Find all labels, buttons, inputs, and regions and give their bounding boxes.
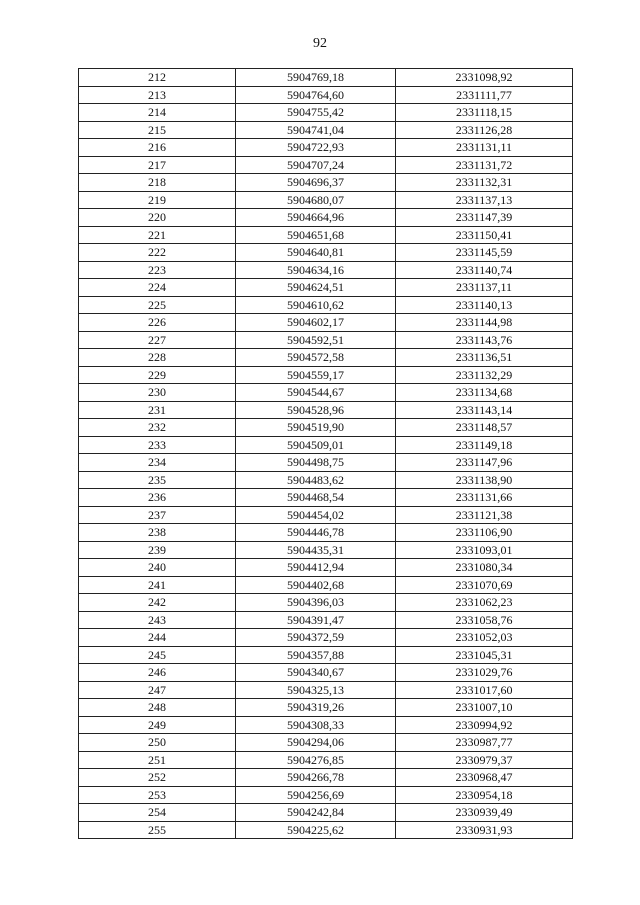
- x-coordinate-cell: 5904483,62: [236, 471, 396, 489]
- x-coordinate-cell: 5904755,42: [236, 104, 396, 122]
- x-coordinate-cell: 5904372,59: [236, 629, 396, 647]
- x-coordinate-cell: 5904435,31: [236, 541, 396, 559]
- point-number-cell: 248: [79, 699, 236, 717]
- y-coordinate-cell: 2331137,13: [396, 191, 573, 209]
- x-coordinate-cell: 5904357,88: [236, 646, 396, 664]
- x-coordinate-cell: 5904396,03: [236, 594, 396, 612]
- x-coordinate-cell: 5904242,84: [236, 804, 396, 822]
- point-number-cell: 245: [79, 646, 236, 664]
- y-coordinate-cell: 2331106,90: [396, 524, 573, 542]
- x-coordinate-cell: 5904325,13: [236, 681, 396, 699]
- point-number-cell: 222: [79, 244, 236, 262]
- table-row: [79, 594, 573, 612]
- point-number-cell: 238: [79, 524, 236, 542]
- page-number: 92: [313, 36, 327, 51]
- y-coordinate-cell: 2331131,72: [396, 156, 573, 174]
- table-row: [79, 664, 573, 682]
- point-number-cell: 249: [79, 716, 236, 734]
- x-coordinate-cell: 5904402,68: [236, 576, 396, 594]
- x-coordinate-cell: 5904707,24: [236, 156, 396, 174]
- y-coordinate-cell: 2331126,28: [396, 121, 573, 139]
- y-coordinate-cell: 2331058,76: [396, 611, 573, 629]
- table-row: [79, 454, 573, 472]
- point-number-cell: 217: [79, 156, 236, 174]
- x-coordinate-cell: 5904664,96: [236, 209, 396, 227]
- y-coordinate-cell: 2331132,31: [396, 174, 573, 192]
- point-number-cell: 223: [79, 261, 236, 279]
- y-coordinate-cell: 2330994,92: [396, 716, 573, 734]
- y-coordinate-cell: 2331062,23: [396, 594, 573, 612]
- table-row: [79, 226, 573, 244]
- table-row: [79, 611, 573, 629]
- table-row: [79, 734, 573, 752]
- point-number-cell: 214: [79, 104, 236, 122]
- y-coordinate-cell: 2330987,77: [396, 734, 573, 752]
- table-row: [79, 69, 573, 87]
- point-number-cell: 246: [79, 664, 236, 682]
- y-coordinate-cell: 2330968,47: [396, 769, 573, 787]
- y-coordinate-cell: 2331017,60: [396, 681, 573, 699]
- table-row: [79, 156, 573, 174]
- x-coordinate-cell: 5904498,75: [236, 454, 396, 472]
- table-row: [79, 209, 573, 227]
- x-coordinate-cell: 5904602,17: [236, 314, 396, 332]
- table-row: [79, 384, 573, 402]
- x-coordinate-cell: 5904741,04: [236, 121, 396, 139]
- point-number-cell: 229: [79, 366, 236, 384]
- table-row: [79, 769, 573, 787]
- point-number-cell: 227: [79, 331, 236, 349]
- point-number-cell: 234: [79, 454, 236, 472]
- point-number-cell: 219: [79, 191, 236, 209]
- table-row: [79, 646, 573, 664]
- y-coordinate-cell: 2331149,18: [396, 436, 573, 454]
- x-coordinate-cell: 5904624,51: [236, 279, 396, 297]
- point-number-cell: 247: [79, 681, 236, 699]
- point-number-cell: 226: [79, 314, 236, 332]
- y-coordinate-cell: 2331093,01: [396, 541, 573, 559]
- point-number-cell: 241: [79, 576, 236, 594]
- x-coordinate-cell: 5904308,33: [236, 716, 396, 734]
- x-coordinate-cell: 5904559,17: [236, 366, 396, 384]
- x-coordinate-cell: 5904412,94: [236, 559, 396, 577]
- table-row: [79, 296, 573, 314]
- y-coordinate-cell: 2331143,76: [396, 331, 573, 349]
- y-coordinate-cell: 2331140,13: [396, 296, 573, 314]
- table-row: [79, 401, 573, 419]
- table-row: [79, 419, 573, 437]
- x-coordinate-cell: 5904696,37: [236, 174, 396, 192]
- y-coordinate-cell: 2331143,14: [396, 401, 573, 419]
- point-number-cell: 228: [79, 349, 236, 367]
- table-row: [79, 559, 573, 577]
- y-coordinate-cell: 2331080,34: [396, 559, 573, 577]
- point-number-cell: 244: [79, 629, 236, 647]
- x-coordinate-cell: 5904764,60: [236, 86, 396, 104]
- table-row: [79, 244, 573, 262]
- y-coordinate-cell: 2331134,68: [396, 384, 573, 402]
- x-coordinate-cell: 5904446,78: [236, 524, 396, 542]
- table-row: [79, 629, 573, 647]
- x-coordinate-cell: 5904640,81: [236, 244, 396, 262]
- table-row: [79, 506, 573, 524]
- y-coordinate-cell: 2331029,76: [396, 664, 573, 682]
- x-coordinate-cell: 5904276,85: [236, 751, 396, 769]
- point-number-cell: 232: [79, 419, 236, 437]
- table-row: [79, 681, 573, 699]
- y-coordinate-cell: 2331070,69: [396, 576, 573, 594]
- table-row: [79, 104, 573, 122]
- table-row: [79, 191, 573, 209]
- y-coordinate-cell: 2331121,38: [396, 506, 573, 524]
- table-row: [79, 121, 573, 139]
- point-number-cell: 233: [79, 436, 236, 454]
- x-coordinate-cell: 5904680,07: [236, 191, 396, 209]
- point-number-cell: 237: [79, 506, 236, 524]
- y-coordinate-cell: 2331137,11: [396, 279, 573, 297]
- point-number-cell: 235: [79, 471, 236, 489]
- point-number-cell: 253: [79, 786, 236, 804]
- table-row: [79, 366, 573, 384]
- table-body: [79, 69, 573, 839]
- point-number-cell: 255: [79, 821, 236, 839]
- x-coordinate-cell: 5904468,54: [236, 489, 396, 507]
- x-coordinate-cell: 5904592,51: [236, 331, 396, 349]
- point-number-cell: 242: [79, 594, 236, 612]
- x-coordinate-cell: 5904294,06: [236, 734, 396, 752]
- table-row: [79, 471, 573, 489]
- y-coordinate-cell: 2331136,51: [396, 349, 573, 367]
- x-coordinate-cell: 5904225,62: [236, 821, 396, 839]
- point-number-cell: 221: [79, 226, 236, 244]
- y-coordinate-cell: 2330931,93: [396, 821, 573, 839]
- point-number-cell: 212: [79, 69, 236, 87]
- point-number-cell: 224: [79, 279, 236, 297]
- y-coordinate-cell: 2331131,11: [396, 139, 573, 157]
- point-number-cell: 225: [79, 296, 236, 314]
- y-coordinate-cell: 2331111,77: [396, 86, 573, 104]
- table-row: [79, 261, 573, 279]
- table-row: [79, 279, 573, 297]
- coordinates-table: [78, 68, 573, 839]
- point-number-cell: 216: [79, 139, 236, 157]
- y-coordinate-cell: 2331132,29: [396, 366, 573, 384]
- table-row: [79, 699, 573, 717]
- y-coordinate-cell: 2331045,31: [396, 646, 573, 664]
- x-coordinate-cell: 5904519,90: [236, 419, 396, 437]
- point-number-cell: 252: [79, 769, 236, 787]
- point-number-cell: 231: [79, 401, 236, 419]
- table-row: [79, 716, 573, 734]
- y-coordinate-cell: 2331131,66: [396, 489, 573, 507]
- table-row: [79, 804, 573, 822]
- table-row: [79, 786, 573, 804]
- x-coordinate-cell: 5904454,02: [236, 506, 396, 524]
- point-number-cell: 254: [79, 804, 236, 822]
- table-row: [79, 821, 573, 839]
- point-number-cell: 213: [79, 86, 236, 104]
- y-coordinate-cell: 2331148,57: [396, 419, 573, 437]
- x-coordinate-cell: 5904528,96: [236, 401, 396, 419]
- point-number-cell: 251: [79, 751, 236, 769]
- point-number-cell: 230: [79, 384, 236, 402]
- table-row: [79, 576, 573, 594]
- y-coordinate-cell: 2331098,92: [396, 69, 573, 87]
- x-coordinate-cell: 5904544,67: [236, 384, 396, 402]
- x-coordinate-cell: 5904319,26: [236, 699, 396, 717]
- y-coordinate-cell: 2331147,39: [396, 209, 573, 227]
- x-coordinate-cell: 5904722,93: [236, 139, 396, 157]
- x-coordinate-cell: 5904769,18: [236, 69, 396, 87]
- table-row: [79, 331, 573, 349]
- table-row: [79, 86, 573, 104]
- x-coordinate-cell: 5904391,47: [236, 611, 396, 629]
- y-coordinate-cell: 2331007,10: [396, 699, 573, 717]
- y-coordinate-cell: 2331145,59: [396, 244, 573, 262]
- y-coordinate-cell: 2331052,03: [396, 629, 573, 647]
- y-coordinate-cell: 2331140,74: [396, 261, 573, 279]
- x-coordinate-cell: 5904340,67: [236, 664, 396, 682]
- y-coordinate-cell: 2330939,49: [396, 804, 573, 822]
- y-coordinate-cell: 2330979,37: [396, 751, 573, 769]
- point-number-cell: 220: [79, 209, 236, 227]
- y-coordinate-cell: 2331147,96: [396, 454, 573, 472]
- y-coordinate-cell: 2331118,15: [396, 104, 573, 122]
- table-row: [79, 349, 573, 367]
- y-coordinate-cell: 2331144,98: [396, 314, 573, 332]
- table-row: [79, 436, 573, 454]
- point-number-cell: 215: [79, 121, 236, 139]
- x-coordinate-cell: 5904509,01: [236, 436, 396, 454]
- point-number-cell: 243: [79, 611, 236, 629]
- table-row: [79, 751, 573, 769]
- point-number-cell: 239: [79, 541, 236, 559]
- point-number-cell: 236: [79, 489, 236, 507]
- table-row: [79, 139, 573, 157]
- y-coordinate-cell: 2331150,41: [396, 226, 573, 244]
- y-coordinate-cell: 2330954,18: [396, 786, 573, 804]
- table-row: [79, 524, 573, 542]
- table-row: [79, 489, 573, 507]
- point-number-cell: 250: [79, 734, 236, 752]
- x-coordinate-cell: 5904572,58: [236, 349, 396, 367]
- x-coordinate-cell: 5904256,69: [236, 786, 396, 804]
- table-row: [79, 541, 573, 559]
- x-coordinate-cell: 5904610,62: [236, 296, 396, 314]
- point-number-cell: 240: [79, 559, 236, 577]
- table-row: [79, 174, 573, 192]
- x-coordinate-cell: 5904266,78: [236, 769, 396, 787]
- point-number-cell: 218: [79, 174, 236, 192]
- y-coordinate-cell: 2331138,90: [396, 471, 573, 489]
- x-coordinate-cell: 5904634,16: [236, 261, 396, 279]
- table-row: [79, 314, 573, 332]
- x-coordinate-cell: 5904651,68: [236, 226, 396, 244]
